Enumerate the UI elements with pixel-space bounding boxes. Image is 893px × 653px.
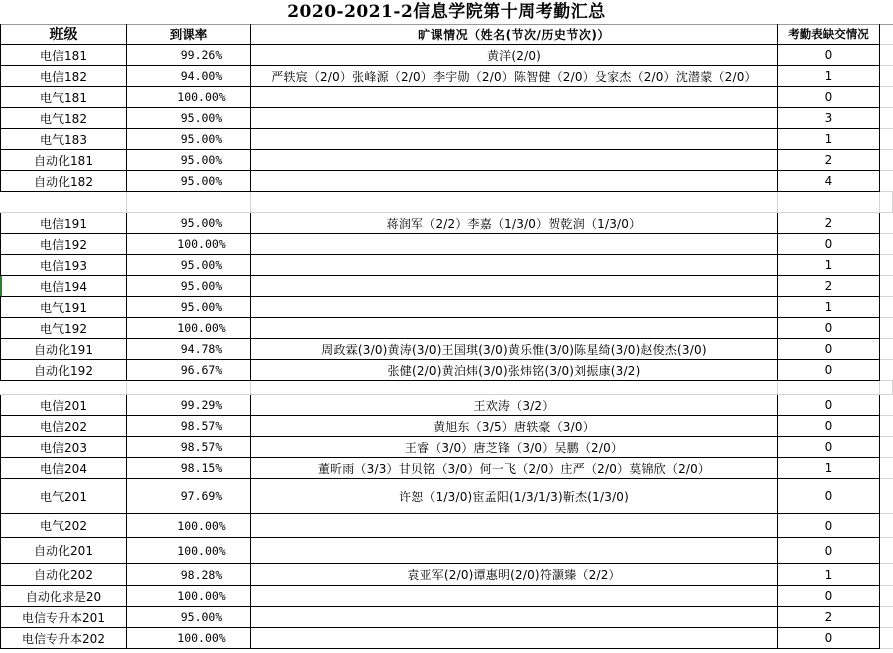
table-row [0,129,893,150]
forms-missing-cell[interactable]: 1 [778,255,880,276]
rate-cell[interactable]: 95.00% [127,108,251,129]
rate-cell[interactable]: 95.00% [127,129,251,150]
spare-cell[interactable] [880,564,893,586]
class-cell[interactable]: 电气192 [0,318,127,339]
table-row [0,586,893,607]
rate-cell[interactable]: 97.69% [127,479,251,514]
header-forms[interactable]: 考勤表缺交情况 [778,24,880,45]
forms-missing-cell[interactable]: 1 [778,66,880,87]
table-row [0,360,893,381]
forms-missing-cell[interactable]: 2 [778,150,880,171]
empty-cell[interactable] [251,381,778,395]
class-cell[interactable]: 电气202 [0,514,127,538]
absence-cell[interactable]: 张健(2/0)黄泊炜(3/0)张炜铭(3/0)刘振康(3/2) [251,360,778,381]
spare-cell[interactable] [880,479,893,514]
spare-cell[interactable] [880,24,893,45]
absence-cell[interactable]: 严轶宸（2/0）张峰源（2/0）李宇勋（2/0）陈智健（2/0）殳家杰（2/0）沈潜蒙（2/0） [251,66,778,87]
class-cell[interactable]: 电信182 [0,66,127,87]
forms-missing-cell[interactable]: 1 [778,297,880,318]
class-cell[interactable]: 自动化192 [0,360,127,381]
spare-cell[interactable] [880,628,893,649]
forms-missing-cell[interactable]: 1 [778,564,880,586]
spare-cell[interactable] [880,276,893,297]
header-class[interactable]: 班级 [0,24,127,45]
rate-cell[interactable]: 99.26% [127,45,251,66]
rate-cell[interactable]: 100.00% [127,234,251,255]
class-cell[interactable]: 电气191 [0,297,127,318]
forms-missing-cell[interactable]: 3 [778,108,880,129]
table-row [0,607,893,628]
rate-cell[interactable]: 98.57% [127,416,251,437]
rate-cell[interactable]: 96.67% [127,360,251,381]
header-rate[interactable]: 到课率 [127,24,251,45]
forms-missing-cell[interactable]: 0 [778,628,880,649]
spare-cell[interactable] [880,150,893,171]
empty-cell[interactable] [880,192,893,213]
absence-cell[interactable] [251,129,778,150]
empty-cell[interactable] [778,192,880,213]
rate-cell[interactable]: 100.00% [127,538,251,564]
class-cell[interactable]: 电气181 [0,87,127,108]
empty-cell[interactable] [251,192,778,213]
absence-cell[interactable] [251,607,778,628]
class-cell[interactable]: 电信191 [0,213,127,234]
class-cell[interactable]: 自动化202 [0,564,127,586]
spare-cell[interactable] [880,234,893,255]
forms-missing-cell[interactable]: 1 [778,458,880,479]
rate-cell[interactable]: 95.00% [127,276,251,297]
class-cell[interactable]: 自动化191 [0,339,127,360]
rate-cell[interactable]: 95.00% [127,150,251,171]
table-row [0,437,893,458]
absence-cell[interactable]: 王欢涛（3/2） [251,395,778,416]
table-row [0,45,893,66]
class-cell[interactable]: 电信202 [0,416,127,437]
spare-cell[interactable] [880,108,893,129]
absence-cell[interactable]: 周政霖(3/0)黄涛(3/0)王国琪(3/0)黄乐惟(3/0)陈星绮(3/0)赵俊杰(3/0) [251,339,778,360]
forms-missing-cell[interactable]: 1 [778,129,880,150]
class-cell[interactable]: 电信193 [0,255,127,276]
forms-missing-cell[interactable]: 0 [778,395,880,416]
class-cell[interactable]: 电信203 [0,437,127,458]
absence-cell[interactable] [251,255,778,276]
absence-cell[interactable]: 王睿（3/0）唐芝锋（3/0）吴鹏（2/0） [251,437,778,458]
absence-cell[interactable]: 黄旭东（3/5）唐轶豪（3/0） [251,416,778,437]
absence-cell[interactable] [251,514,778,538]
spare-cell[interactable] [880,416,893,437]
rate-cell[interactable]: 94.00% [127,66,251,87]
absence-cell[interactable] [251,150,778,171]
spare-cell[interactable] [880,458,893,479]
rate-cell[interactable]: 95.00% [127,171,251,192]
empty-cell[interactable] [127,381,251,395]
rate-cell[interactable]: 98.28% [127,564,251,586]
table-row [0,234,893,255]
class-cell[interactable]: 电信194 [0,276,127,297]
forms-missing-cell[interactable]: 2 [778,213,880,234]
forms-missing-cell[interactable]: 0 [778,318,880,339]
absence-cell[interactable] [251,586,778,607]
class-cell[interactable]: 电气182 [0,108,127,129]
forms-missing-cell[interactable]: 0 [778,586,880,607]
forms-missing-cell[interactable]: 0 [778,538,880,564]
spare-cell[interactable] [880,514,893,538]
spare-cell[interactable] [880,318,893,339]
spare-cell[interactable] [880,360,893,381]
class-cell[interactable]: 电气201 [0,479,127,514]
table-row [0,416,893,437]
spare-cell[interactable] [880,339,893,360]
table-row [0,564,893,586]
forms-missing-cell[interactable]: 0 [778,479,880,514]
rate-cell[interactable]: 100.00% [127,586,251,607]
empty-cell[interactable] [127,192,251,213]
absence-cell[interactable] [251,171,778,192]
class-cell[interactable]: 电信204 [0,458,127,479]
forms-missing-cell[interactable]: 0 [778,514,880,538]
absence-cell[interactable] [251,538,778,564]
absence-cell[interactable] [251,276,778,297]
class-cell[interactable]: 自动化182 [0,171,127,192]
forms-missing-cell[interactable]: 2 [778,276,880,297]
spare-cell[interactable] [880,538,893,564]
spare-cell[interactable] [880,129,893,150]
gap-row [0,192,893,213]
spare-cell[interactable] [880,213,893,234]
absence-cell[interactable]: 黄洋(2/0) [251,45,778,66]
table-row [0,171,893,192]
rate-cell[interactable]: 95.00% [127,297,251,318]
rate-cell[interactable]: 99.29% [127,395,251,416]
class-cell[interactable]: 电信专升本202 [0,628,127,649]
header-absence[interactable]: 旷课情况（姓名(节次/历史节次)） [251,24,778,45]
absence-cell[interactable] [251,318,778,339]
absence-cell[interactable] [251,234,778,255]
rate-cell[interactable]: 100.00% [127,514,251,538]
spare-cell[interactable] [880,66,893,87]
forms-missing-cell[interactable]: 0 [778,360,880,381]
absence-cell[interactable] [251,87,778,108]
forms-missing-cell[interactable]: 0 [778,234,880,255]
spare-cell[interactable] [880,87,893,108]
table-row [0,458,893,479]
forms-missing-cell[interactable]: 0 [778,45,880,66]
rate-cell[interactable]: 100.00% [127,628,251,649]
table-row [0,255,893,276]
spare-cell[interactable] [880,297,893,318]
table-row [0,479,893,514]
rate-cell[interactable]: 95.00% [127,213,251,234]
row-selection-marker [0,276,2,296]
table-row [0,66,893,87]
table-row [0,150,893,171]
absence-cell[interactable]: 蒋润军（2/2）李嘉（1/3/0）贺乾润（1/3/0） [251,213,778,234]
spare-cell[interactable] [880,45,893,66]
spare-cell[interactable] [880,255,893,276]
absence-cell[interactable] [251,628,778,649]
spare-cell[interactable] [880,437,893,458]
table-row [0,297,893,318]
forms-missing-cell[interactable]: 0 [778,416,880,437]
header-row [0,24,893,45]
table-row [0,108,893,129]
class-cell[interactable]: 自动化求是20 [0,586,127,607]
table-row [0,395,893,416]
absence-cell[interactable]: 袁亚军(2/0)谭惠明(2/0)符灏臻（2/2） [251,564,778,586]
forms-missing-cell[interactable]: 0 [778,339,880,360]
table-row [0,213,893,234]
gap-row [0,381,893,395]
rate-cell[interactable]: 94.78% [127,339,251,360]
table-row [0,538,893,564]
rate-cell[interactable]: 98.15% [127,458,251,479]
rate-cell[interactable]: 95.00% [127,607,251,628]
empty-cell[interactable] [0,192,127,213]
class-cell[interactable]: 电信201 [0,395,127,416]
table-row [0,339,893,360]
rate-cell[interactable]: 95.00% [127,255,251,276]
table-row [0,276,893,297]
spare-cell[interactable] [880,395,893,416]
table-row [0,318,893,339]
table-row [0,628,893,649]
spare-cell[interactable] [880,171,893,192]
empty-cell[interactable] [778,381,880,395]
absence-cell[interactable]: 许恕（1/3/0)宦孟阳(1/3/1/3)靳杰(1/3/0) [251,479,778,514]
table-row [0,514,893,538]
class-cell[interactable]: 电信181 [0,45,127,66]
class-cell[interactable]: 电信192 [0,234,127,255]
rate-cell[interactable]: 100.00% [127,87,251,108]
class-cell[interactable]: 自动化201 [0,538,127,564]
absence-cell[interactable]: 董昕雨（3/3）甘贝铭（3/0）何一飞（2/0）庄严（2/0）莫锦欣（2/0） [251,458,778,479]
absence-cell[interactable] [251,297,778,318]
forms-missing-cell[interactable]: 2 [778,607,880,628]
absence-cell[interactable] [251,108,778,129]
rate-cell[interactable]: 98.57% [127,437,251,458]
spare-cell[interactable] [880,607,893,628]
forms-missing-cell[interactable]: 0 [778,437,880,458]
spare-cell[interactable] [880,586,893,607]
table-row [0,87,893,108]
empty-cell[interactable] [880,381,893,395]
forms-missing-cell[interactable]: 4 [778,171,880,192]
sheet-title: 2020-2021-2信息学院第十周考勤汇总 [287,2,606,22]
class-cell[interactable]: 电气183 [0,129,127,150]
class-cell[interactable]: 自动化181 [0,150,127,171]
forms-missing-cell[interactable]: 0 [778,87,880,108]
rate-cell[interactable]: 100.00% [127,318,251,339]
empty-cell[interactable] [0,381,127,395]
class-cell[interactable]: 电信专升本201 [0,607,127,628]
